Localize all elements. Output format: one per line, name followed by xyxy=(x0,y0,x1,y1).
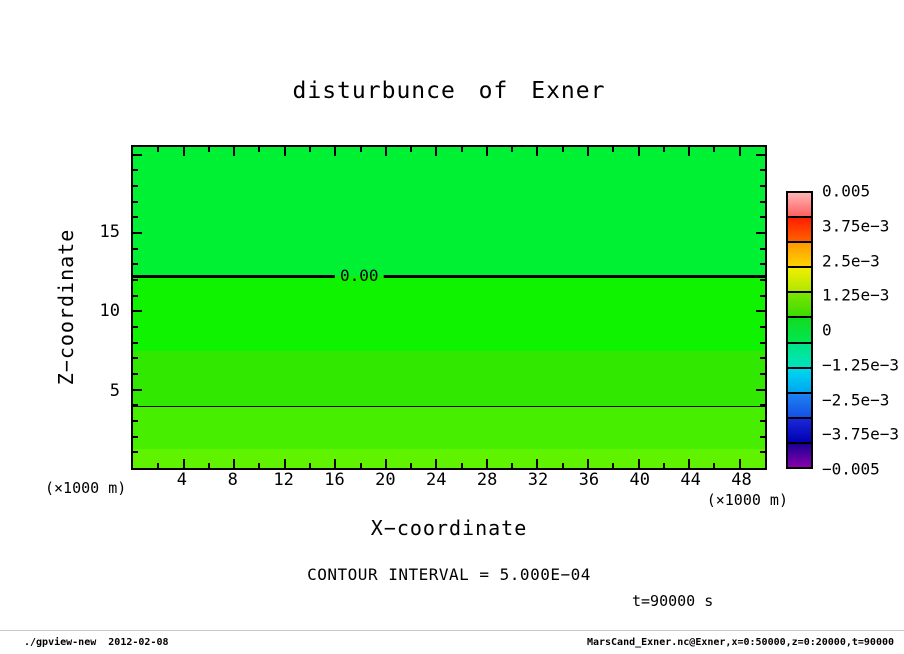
y-minor-tick xyxy=(133,373,138,375)
x-major-tick xyxy=(638,147,640,156)
y-major-tick xyxy=(133,232,142,234)
x-minor-tick xyxy=(258,147,260,152)
x-major-tick xyxy=(587,147,589,156)
colorbar-label: −3.75e−3 xyxy=(822,424,900,444)
x-major-tick xyxy=(385,459,387,468)
colorbar-segment xyxy=(788,291,811,316)
colorbar-segment xyxy=(788,392,811,417)
colorbar-label: −0.005 xyxy=(822,459,880,479)
time-stamp-text: t=90000 s xyxy=(632,592,714,610)
x-minor-tick xyxy=(410,147,412,152)
x-tick-label: 16 xyxy=(324,470,345,490)
x-major-tick xyxy=(739,147,741,156)
tone-band xyxy=(133,449,765,469)
y-tick-label: 5 xyxy=(109,380,120,401)
y-minor-tick xyxy=(133,295,138,297)
y-minor-tick xyxy=(133,216,138,218)
x-minor-tick xyxy=(461,147,463,152)
x-minor-tick xyxy=(157,147,159,152)
x-major-tick xyxy=(385,147,387,156)
colorbar-labels xyxy=(822,181,902,479)
x-minor-tick xyxy=(157,463,159,468)
y-minor-tick xyxy=(133,279,138,281)
y-minor-tick xyxy=(760,342,765,344)
x-tick-label: 12 xyxy=(273,470,294,490)
x-minor-tick xyxy=(713,147,715,152)
x-minor-tick xyxy=(663,463,665,468)
x-major-tick xyxy=(233,147,235,156)
footer-source-text: MarsCand_Exner.nc@Exner,x=0:50000,z=0:20000,t=90000 xyxy=(586,637,894,648)
x-tick-label: 48 xyxy=(731,470,752,490)
y-minor-tick xyxy=(760,263,765,265)
y-minor-tick xyxy=(133,169,138,171)
y-minor-tick xyxy=(133,201,138,203)
x-tick-label: 24 xyxy=(426,470,447,490)
x-tick-label: 28 xyxy=(476,470,498,490)
x-major-tick xyxy=(284,147,286,156)
y-minor-tick xyxy=(133,263,138,265)
tone-band xyxy=(133,147,765,277)
y-minor-tick xyxy=(133,357,138,359)
x-minor-tick xyxy=(562,147,564,152)
x-minor-tick xyxy=(612,463,614,468)
tone-band xyxy=(133,351,765,406)
y-tick-label: 10 xyxy=(99,301,120,322)
colorbar-segment xyxy=(788,216,811,241)
y-minor-tick xyxy=(760,436,765,438)
chart-title: disturbunce of Exner xyxy=(292,78,606,104)
x-axis-unit: (×1000 m) xyxy=(706,491,788,509)
colorbar-label: 2.5e−3 xyxy=(822,251,880,270)
colorbar-label: −1.25e−3 xyxy=(822,355,900,375)
x-minor-tick xyxy=(562,463,564,468)
y-minor-tick xyxy=(760,185,765,187)
y-minor-tick xyxy=(760,451,765,453)
y-major-tick xyxy=(756,232,765,234)
x-minor-tick xyxy=(208,147,210,152)
contour-line xyxy=(133,275,765,278)
footer-divider xyxy=(0,630,904,631)
x-major-tick xyxy=(486,147,488,156)
y-minor-tick xyxy=(133,404,138,406)
x-major-tick xyxy=(536,459,538,468)
x-tick-label: 4 xyxy=(176,470,187,490)
x-major-tick xyxy=(233,459,235,468)
colorbar xyxy=(786,191,813,469)
y-minor-tick xyxy=(760,404,765,406)
x-tick-labels xyxy=(131,470,767,492)
x-major-tick xyxy=(688,147,690,156)
y-minor-tick xyxy=(760,169,765,171)
x-minor-tick xyxy=(309,147,311,152)
x-minor-tick xyxy=(360,463,362,468)
colorbar-label: 0.005 xyxy=(822,181,871,201)
x-tick-label: 20 xyxy=(375,470,396,490)
colorbar-segment xyxy=(788,266,811,291)
x-minor-tick xyxy=(461,463,463,468)
x-minor-tick xyxy=(309,463,311,468)
x-major-tick xyxy=(435,459,437,468)
y-minor-tick xyxy=(133,436,138,438)
x-tick-label: 8 xyxy=(227,470,238,490)
y-axis-title: Z−coordinate xyxy=(54,228,78,386)
x-minor-tick xyxy=(511,463,513,468)
x-major-tick xyxy=(183,459,185,468)
x-tick-label: 36 xyxy=(578,470,600,490)
y-minor-tick xyxy=(133,185,138,187)
x-major-tick xyxy=(638,459,640,468)
y-minor-tick xyxy=(760,373,765,375)
colorbar-label: 0 xyxy=(822,320,832,340)
colorbar-label: −2.5e−3 xyxy=(822,390,890,409)
x-major-tick xyxy=(284,459,286,468)
y-major-tick xyxy=(133,389,142,391)
x-tick-label: 32 xyxy=(527,470,549,490)
tone-band xyxy=(133,406,765,450)
plot-area xyxy=(131,145,767,470)
y-minor-tick xyxy=(760,201,765,203)
colorbar-segment xyxy=(788,417,811,442)
x-minor-tick xyxy=(208,463,210,468)
y-minor-tick xyxy=(133,342,138,344)
x-major-tick xyxy=(334,459,336,468)
y-major-tick xyxy=(133,154,142,156)
y-minor-tick xyxy=(133,451,138,453)
y-minor-tick xyxy=(760,295,765,297)
y-major-tick xyxy=(133,310,142,312)
footer-program-date: ./gpview-new 2012-02-08 xyxy=(24,637,169,648)
y-minor-tick xyxy=(133,420,138,422)
y-major-tick xyxy=(756,154,765,156)
x-major-tick xyxy=(435,147,437,156)
y-minor-tick xyxy=(760,279,765,281)
colorbar-segment xyxy=(788,367,811,392)
y-minor-tick xyxy=(760,420,765,422)
x-minor-tick xyxy=(410,463,412,468)
x-minor-tick xyxy=(360,147,362,152)
x-major-tick xyxy=(334,147,336,156)
colorbar-segment xyxy=(788,193,811,216)
colorbar-label: 3.75e−3 xyxy=(822,216,890,236)
y-minor-tick xyxy=(760,248,765,250)
contour-line-label: 0.00 xyxy=(335,266,384,286)
y-minor-tick xyxy=(760,326,765,328)
y-axis-unit: (×1000 m) xyxy=(45,479,127,497)
y-tick-labels xyxy=(86,145,126,470)
contour-interval-text: CONTOUR INTERVAL = 5.000E−04 xyxy=(307,565,591,584)
x-major-tick xyxy=(183,147,185,156)
colorbar-segment xyxy=(788,316,811,341)
colorbar-segment xyxy=(788,342,811,367)
y-major-tick xyxy=(756,389,765,391)
y-tick-label: 15 xyxy=(99,222,120,243)
x-tick-label: 44 xyxy=(680,470,701,490)
colorbar-label: 1.25e−3 xyxy=(822,285,890,305)
x-minor-tick xyxy=(511,147,513,152)
x-minor-tick xyxy=(612,147,614,152)
x-major-tick xyxy=(587,459,589,468)
x-minor-tick xyxy=(258,463,260,468)
y-major-tick xyxy=(756,310,765,312)
y-minor-tick xyxy=(760,216,765,218)
x-axis-title: X−coordinate xyxy=(370,516,528,540)
contour-line xyxy=(133,406,765,407)
x-minor-tick xyxy=(713,463,715,468)
x-minor-tick xyxy=(663,147,665,152)
x-major-tick xyxy=(536,147,538,156)
y-minor-tick xyxy=(133,326,138,328)
colorbar-segment xyxy=(788,442,811,467)
x-tick-label: 40 xyxy=(629,470,651,490)
y-minor-tick xyxy=(133,248,138,250)
x-major-tick xyxy=(688,459,690,468)
colorbar-segment xyxy=(788,241,811,266)
tone-band xyxy=(133,276,765,352)
y-minor-tick xyxy=(760,357,765,359)
x-major-tick xyxy=(486,459,488,468)
x-major-tick xyxy=(739,459,741,468)
